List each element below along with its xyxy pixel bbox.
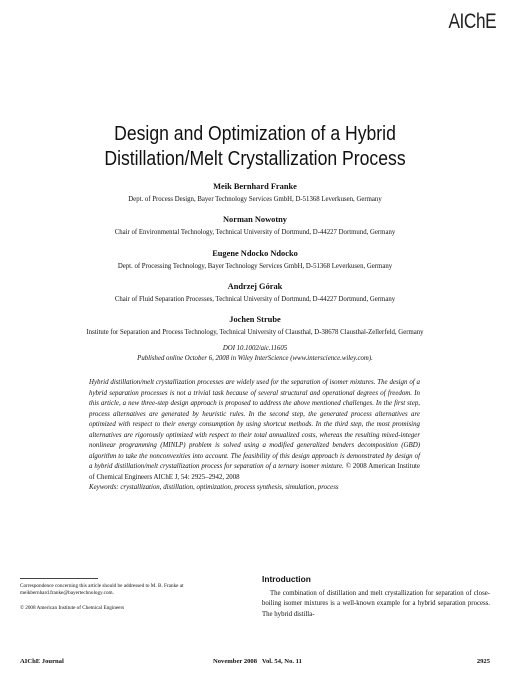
author-affiliation: Institute for Separation and Process Technology, Technical University of Clausthal, D-38678 Clausthal-Zellerfeld, Germany bbox=[86, 329, 424, 336]
footer-journal: AIChE Journal bbox=[20, 658, 64, 665]
author-affiliation: Chair of Fluid Separation Processes, Technical University of Dortmund, D-44227 Dortmund, Germany bbox=[114, 296, 396, 303]
author-block-5 bbox=[10, 314, 500, 338]
author-block-2 bbox=[10, 214, 500, 238]
author-block-1 bbox=[10, 181, 500, 205]
page-number: 2925 bbox=[476, 658, 490, 665]
author-name: Andrzej Górak bbox=[227, 282, 283, 291]
journal-logo: AIChE bbox=[448, 10, 496, 33]
introduction-paragraph: The combination of distillation and melt crystallization for separation of close-boiling isomer mixtures is a well-known example for a hybrid separation process. The hybrid distilla- bbox=[262, 590, 490, 618]
published-online: Published online October 6, 2008 in Wiley InterScience (www.interscience.wiley.com). bbox=[137, 355, 373, 362]
section-heading-introduction: Introduction bbox=[262, 574, 311, 584]
author-name: Eugene Ndocko Ndocko bbox=[212, 249, 298, 258]
copyright-footnote: © 2008 American Institute of Chemical Engineers bbox=[20, 605, 125, 611]
author-affiliation: Dept. of Process Design, Bayer Technology Services GmbH, D-51368 Leverkusen, Germany bbox=[128, 196, 382, 203]
footer-issue: November 2008 Vol. 54, No. 11 bbox=[213, 658, 302, 665]
article-title bbox=[48, 122, 462, 172]
footnote-rule bbox=[20, 578, 98, 579]
author-block-3 bbox=[10, 248, 500, 272]
author-name: Norman Nowotny bbox=[223, 215, 287, 224]
author-name: Jochen Strube bbox=[229, 315, 281, 324]
title-line-2: Distillation/Melt Crystallization Process bbox=[104, 148, 406, 170]
abstract-text: Hybrid distillation/melt crystallization processes are widely used for the separation of isomer mixtures. The design of a hybrid separation processes is not a trivial task because of several structural and operational degrees of freedom. In this article, a new three-step design approach is proposed to address the above mentioned challenges. In the first step, process alternatives are generated by heuristic rules. In the second step, the generated process alternatives are optimized with respect to their energy consumption by using shortcut methods. In the third step, the most promising alternatives are rigorously optimized with respect to their total annualized costs, whereas the resulting mixed-integer nonlinear programming (MINLP) problem is solved using a modified generalized benders decomposition (GBD) algorithm to take the nonconvexities into account. The feasibility of this design approach is demonstrated by design of a hybrid distillation/melt crystallization process for separation of a ternary isomer mixture. bbox=[89, 379, 420, 470]
publication-info bbox=[10, 344, 500, 364]
title-line-1: Design and Optimization of a Hybrid bbox=[114, 123, 396, 145]
keywords: Keywords: crystallization, distillation, optimization, process synthesis, simulation, process bbox=[89, 484, 339, 491]
author-name: Meik Bernhard Franke bbox=[213, 182, 297, 191]
correspondence-footnote: Correspondence concerning this article should be addressed to M. B. Franke at meikbernhard.franke@bayertechnology.com. bbox=[20, 583, 184, 596]
author-block-4 bbox=[10, 281, 500, 305]
doi: DOI 10.1002/aic.11605 bbox=[222, 345, 288, 352]
author-affiliation: Dept. of Processing Technology, Bayer Technology Services GmbH, D-51368 Leverkusen, Germany bbox=[117, 263, 393, 270]
author-affiliation: Chair of Environmental Technology, Technical University of Dortmund, D-44227 Dortmund, Germany bbox=[114, 229, 396, 236]
abstract-copyright: © 2008 American Institute of Chemical Engineers AIChE J, 54: 2925–2942, 2008 bbox=[89, 463, 420, 481]
abstract bbox=[89, 378, 420, 494]
